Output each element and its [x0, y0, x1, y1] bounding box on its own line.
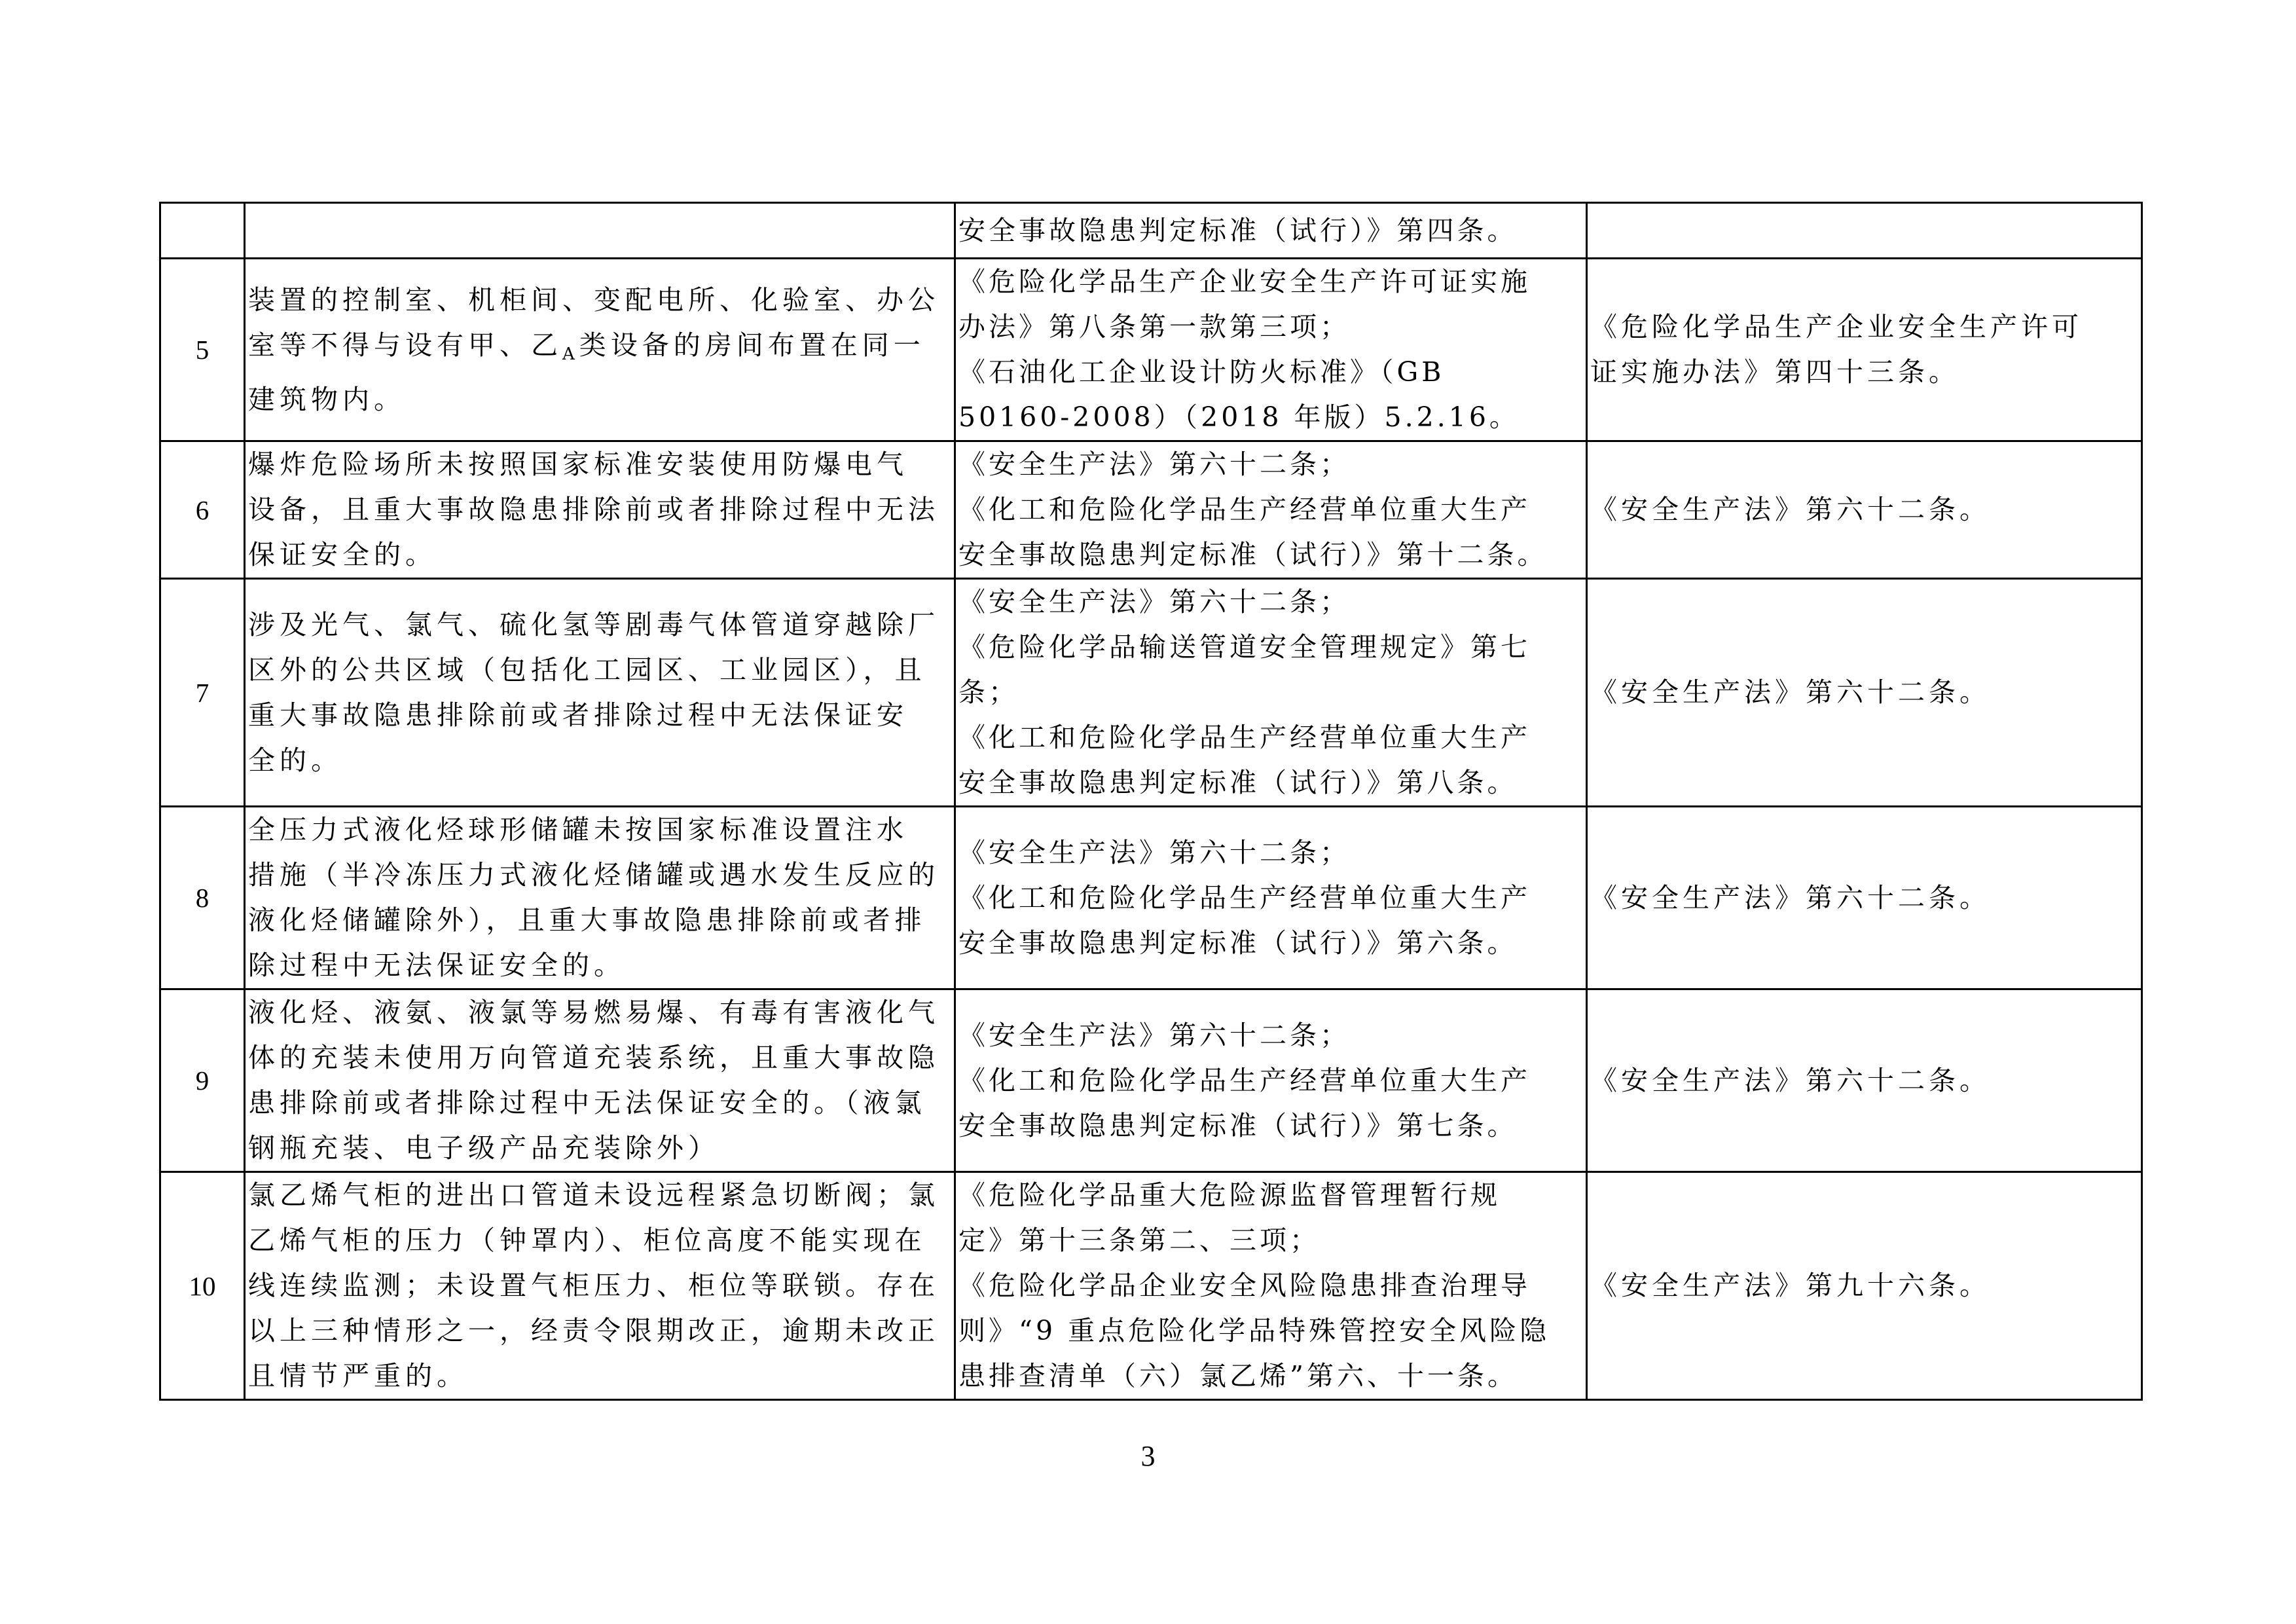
cell-line: 全的。 [248, 744, 342, 776]
legal-basis-cell [955, 203, 1587, 259]
cell-line: 保证安全的。 [248, 539, 437, 570]
legal-basis-cell [955, 259, 1587, 441]
table-row [160, 259, 2142, 441]
penalty-basis-cell [1587, 1172, 2142, 1400]
row-number: 10 [160, 1172, 245, 1400]
hazard-description-cell [245, 203, 955, 259]
row-number: 9 [160, 989, 245, 1172]
cell-line: 《危险化学品生产企业安全生产许可证实施 [958, 266, 1531, 297]
cell-line: 定》第十三条第二、三项； [958, 1225, 1320, 1256]
cell-line: 《安全生产法》第六十二条； [958, 449, 1350, 480]
hazard-description-cell [245, 441, 955, 579]
hazard-description-cell [245, 579, 955, 807]
row-number [160, 203, 245, 259]
cell-line: 《安全生产法》第六十二条。 [1590, 881, 1990, 913]
regulation-table [159, 202, 2143, 1401]
penalty-basis-cell [1587, 579, 2142, 807]
legal-basis-cell [955, 989, 1587, 1172]
table-row [160, 441, 2142, 579]
cell-line: 建筑物内。 [248, 383, 405, 415]
cell-line [248, 323, 951, 377]
cell-line: 安全事故隐患判定标准（试行）》第六条。 [958, 927, 1518, 959]
cell-line: 《化工和危险化学品生产经营单位重大生产 [958, 1064, 1531, 1096]
legal-basis-cell [955, 1172, 1587, 1400]
subscript-text: A [562, 344, 579, 364]
cell-line: 措施（半冷冻压力式液化烃储罐或遇水发生反应的 [248, 859, 939, 891]
cell-line: 《石油化工企业设计防火标准》（GB [958, 356, 1445, 388]
table-row [160, 203, 2142, 259]
legal-basis-cell [955, 807, 1587, 989]
cell-line: 且情节严重的。 [248, 1360, 468, 1392]
cell-line: 氯乙烯气柜的进出口管道未设远程紧急切断阀；氯 [248, 1179, 939, 1211]
hazard-description-cell [245, 807, 955, 989]
cell-line: 证实施办法》第四十三条。 [1590, 356, 1959, 388]
cell-line: 涉及光气、氯气、硫化氢等剧毒气体管道穿越除厂 [248, 608, 939, 640]
hazard-description-cell [245, 1172, 955, 1400]
cell-line: 《化工和危险化学品生产经营单位重大生产 [958, 881, 1531, 913]
cell-line: 《安全生产法》第六十二条。 [1590, 1064, 1990, 1096]
page-number: 3 [1140, 1440, 1156, 1472]
cell-line: 液化烃、液氨、液氯等易燃易爆、有毒有害液化气 [248, 997, 939, 1028]
penalty-basis-cell [1587, 989, 2142, 1172]
cell-line: 安全事故隐患判定标准（试行）》第四条。 [958, 214, 1518, 246]
cell-line: 钢瓶充装、电子级产品充装除外） [248, 1132, 720, 1164]
row-number: 7 [160, 579, 245, 807]
cell-line: 《危险化学品输送管道安全管理规定》第七 [958, 631, 1531, 663]
cell-line: 办法》第八条第一款第三项； [958, 311, 1350, 342]
cell-line: 设备，且重大事故隐患排除前或者排除过程中无法 [248, 494, 939, 525]
cell-line: 安全事故隐患判定标准（试行）》第七条。 [958, 1109, 1518, 1141]
cell-text: 类设备的房间布置在同一 [579, 329, 925, 361]
cell-line: 液化烃储罐除外），且重大事故隐患排除前或者排 [248, 904, 926, 936]
row-number: 5 [160, 259, 245, 441]
cell-line: 条； [958, 676, 1019, 708]
table-row [160, 579, 2142, 807]
table-row [160, 1172, 2142, 1400]
cell-line: 乙烯气柜的压力（钟罩内）、柜位高度不能实现在 [248, 1225, 926, 1256]
penalty-basis-cell [1587, 441, 2142, 579]
cell-line: 全压力式液化烃球形储罐未按国家标准设置注水 [248, 814, 908, 845]
cell-line: 以上三种情形之一，经责令限期改正，逾期未改正 [248, 1315, 939, 1346]
cell-line: 50160-2008）（2018 年版）5.2.16。 [958, 401, 1520, 433]
cell-line: 除过程中无法保证安全的。 [248, 950, 625, 981]
cell-line: 装置的控制室、机柜间、变配电所、化验室、办公 [248, 284, 939, 316]
cell-line: 重大事故隐患排除前或者排除过程中无法保证安 [248, 699, 908, 731]
table-row [160, 807, 2142, 989]
cell-line: 《危险化学品重大危险源监督管理暂行规 [958, 1179, 1501, 1211]
penalty-basis-cell [1587, 203, 2142, 259]
cell-line: 《危险化学品企业安全风险隐患排查治理导 [958, 1270, 1531, 1301]
cell-line: 《化工和危险化学品生产经营单位重大生产 [958, 722, 1531, 753]
cell-line: 安全事故隐患判定标准（试行）》第十二条。 [958, 539, 1548, 570]
cell-line: 安全事故隐患判定标准（试行）》第八条。 [958, 767, 1518, 798]
cell-line: 《安全生产法》第六十二条； [958, 586, 1350, 618]
cell-line: 患排查清单（六）氯乙烯”第六、十一条。 [958, 1360, 1518, 1392]
cell-line: 《安全生产法》第六十二条。 [1590, 676, 1990, 708]
hazard-description-cell [245, 259, 955, 441]
cell-line: 《危险化学品生产企业安全生产许可 [1590, 311, 2083, 342]
cell-line: 体的充装未使用万向管道充装系统，且重大事故隐 [248, 1042, 939, 1073]
cell-line: 《安全生产法》第六十二条。 [1590, 494, 1990, 525]
cell-line: 《安全生产法》第九十六条。 [1590, 1270, 1990, 1301]
cell-line: 患排除前或者排除过程中无法保证安全的。（液氯 [248, 1087, 926, 1118]
cell-text: 室等不得与设有甲、乙 [248, 329, 562, 361]
penalty-basis-cell [1587, 259, 2142, 441]
hazard-description-cell [245, 989, 955, 1172]
row-number: 8 [160, 807, 245, 989]
cell-line: 爆炸危险场所未按照国家标准安装使用防爆电气 [248, 449, 908, 480]
cell-line: 线连续监测；未设置气柜压力、柜位等联锁。存在 [248, 1270, 939, 1301]
legal-basis-cell [955, 441, 1587, 579]
legal-basis-cell [955, 579, 1587, 807]
cell-line: 则》“9 重点危险化学品特殊管控安全风险隐 [958, 1315, 1550, 1346]
cell-line: 《安全生产法》第六十二条； [958, 1019, 1350, 1051]
cell-line: 《安全生产法》第六十二条； [958, 836, 1350, 868]
table-row [160, 989, 2142, 1172]
row-number: 6 [160, 441, 245, 579]
cell-line: 区外的公共区域（包括化工园区、工业园区），且 [248, 654, 926, 686]
penalty-basis-cell [1587, 807, 2142, 989]
cell-line: 《化工和危险化学品生产经营单位重大生产 [958, 494, 1531, 525]
